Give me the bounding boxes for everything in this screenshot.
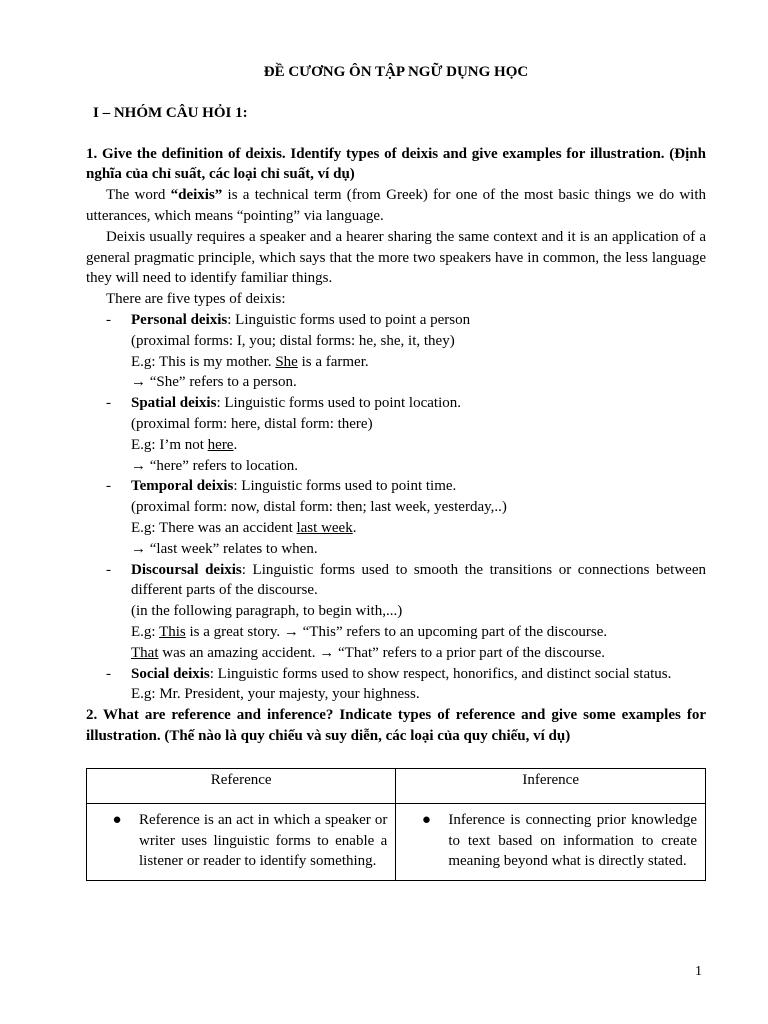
- forms-line: (proximal form: here, distal form: there): [131, 415, 373, 432]
- q1-paragraph-1: The word “deixis” is a technical term (from Greek) for one of the most basic things we do with utterances, which means “pointing” via language.: [86, 187, 706, 224]
- personal-deixis-item: - Personal deixis: Linguistic forms used to point a person: [86, 310, 706, 331]
- inference-cell: [396, 803, 706, 880]
- discoursal-deixis-item: - Discoursal deixis: Linguistic forms used to smooth the transitions or connections between different parts of the discourse.: [106, 561, 706, 599]
- section-heading: I – NHÓM CÂU HỎI 1:: [93, 104, 248, 121]
- inference-definition: Inference is connecting prior knowledge to text based on information to create meaning beyond what is directly stated.: [448, 811, 697, 870]
- term: Social deixis: [131, 665, 210, 682]
- reference-definition: Reference is an act in which a speaker or writer uses linguistic forms to enable a listener or reader to identify something.: [139, 811, 388, 870]
- table-row: [87, 803, 706, 880]
- term: Spatial deixis: [131, 395, 217, 412]
- bullet-icon: ●: [421, 811, 431, 828]
- column-header-inference: Inference: [396, 768, 706, 803]
- q1-paragraph-2: Deixis usually requires a speaker and a hearer sharing the same context and it is an application of a general pragmatic principle, which says that the more two speakers have in common, the less language they will need to identify familiar things.: [86, 228, 706, 287]
- table-header-row: [87, 768, 706, 803]
- bullet-icon: ●: [112, 811, 122, 828]
- reference-cell: [87, 803, 396, 880]
- reference-line: → “last week” relates to when.: [131, 540, 318, 557]
- forms-line: (proximal form: now, distal form: then; last week, yesterday,..): [131, 499, 507, 516]
- spatial-deixis-item: - Spatial deixis: Linguistic forms used to point location.: [86, 393, 706, 414]
- document-title: ĐỀ CƯƠNG ÔN TẬP NGỮ DỤNG HỌC: [263, 64, 529, 80]
- social-deixis-item: - Social deixis: Linguistic forms used to show respect, honorifics, and distinct social status.: [86, 664, 706, 685]
- page-number: 1: [695, 964, 702, 979]
- term: Personal deixis: [131, 311, 228, 328]
- dash-marker: -: [106, 395, 111, 412]
- question-1-heading: 1. Give the definition of deixis. Identify types of deixis and give examples for illustration. (Định nghĩa của chỉ suất, các loại chỉ suất, ví dụ): [86, 145, 706, 183]
- temporal-deixis-item: - Temporal deixis: Linguistic forms used to point time.: [86, 476, 706, 497]
- forms-line: (proximal forms: I, you; distal forms: he, she, it, they): [131, 332, 455, 349]
- example-line: E.g: I’m not here.: [131, 436, 238, 453]
- reference-inference-table: [86, 768, 706, 881]
- example-line: E.g: This is a great story. → “This” refers to an upcoming part of the discourse.: [131, 623, 608, 640]
- reference-line: → “here” refers to location.: [131, 457, 298, 474]
- example-line: E.g: Mr. President, your majesty, your highness.: [131, 686, 420, 703]
- dash-marker: -: [106, 665, 111, 682]
- reference-line: → “She” refers to a person.: [131, 374, 297, 391]
- deixis-term: “deixis”: [170, 187, 223, 204]
- question-2-heading: 2. What are reference and inference? Indicate types of reference and give some examples for illustration. (Thế nào là quy chiếu và suy diễn, các loại của quy chiếu, ví dụ): [86, 707, 706, 744]
- q1-paragraph-3: There are five types of deixis:: [106, 291, 286, 308]
- example-line-2: That was an amazing accident. → “That” refers to a prior part of the discourse.: [131, 644, 605, 661]
- forms-line: (in the following paragraph, to begin with,...): [131, 603, 403, 620]
- term: Discoursal deixis: [131, 561, 242, 578]
- document-page: [86, 62, 706, 881]
- term: Temporal deixis: [131, 478, 234, 495]
- dash-marker: -: [106, 561, 111, 578]
- dash-marker: -: [106, 311, 111, 328]
- column-header-reference: Reference: [87, 768, 396, 803]
- dash-marker: -: [106, 478, 111, 495]
- example-line: E.g: There was an accident last week.: [131, 519, 357, 536]
- example-line: E.g: This is my mother. She is a farmer.: [131, 353, 369, 370]
